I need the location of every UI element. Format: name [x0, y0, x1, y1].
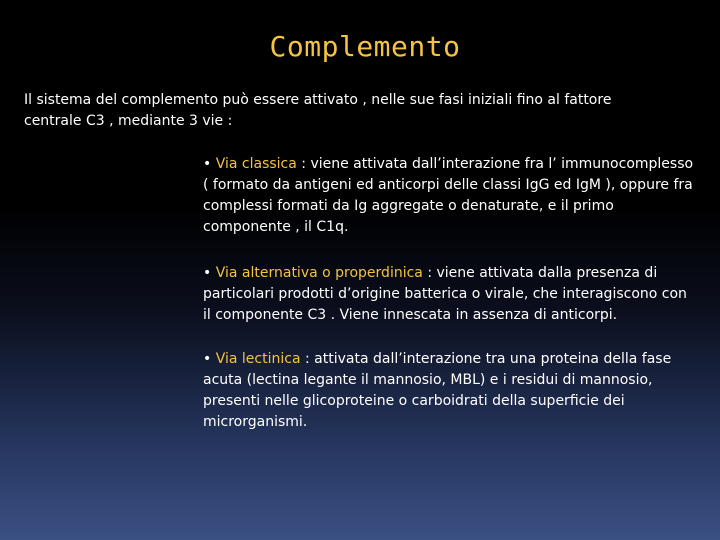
slide-title: Complemento: [269, 30, 461, 63]
intro-paragraph: Il sistema del complemento può essere attivato , nelle sue fasi iniziali fino al fattore centrale C3 , mediante 3 vie :: [24, 92, 612, 129]
bullet-term: Via lectinica: [215, 351, 301, 367]
bullet-term: Via classica: [215, 156, 297, 172]
bullet-via-alternativa: [203, 263, 698, 326]
bullet-via-classica: [203, 154, 698, 238]
bullet-marker: •: [203, 265, 216, 281]
bullet-text: : attivata dall’interazione tra una proteina della fase acuta (lectina legante il mannosio, MBL) e i residui di mannosio, presenti nelle glicoproteine o carboidrati della superficie dei microrganismi.: [203, 351, 672, 430]
bullet-marker: •: [203, 156, 216, 172]
bullet-text: : viene attivata dall’interazione fra l’ immunocomplesso ( formato da antigeni ed anticorpi delle classi IgG ed IgM ), oppure fra complessi formati da Ig aggregate o denaturate, e il primo componente , il C1q.: [203, 156, 694, 235]
bullet-term: Via alternativa o properdinica: [215, 265, 423, 281]
bullet-marker: •: [203, 351, 216, 367]
bullet-text: : viene attivata dalla presenza di particolari prodotti d’origine batterica o virale, che interagiscono con il componente C3 . Viene innescata in assenza di anticorpi.: [203, 265, 687, 323]
bullet-via-lectinica: [203, 349, 698, 433]
